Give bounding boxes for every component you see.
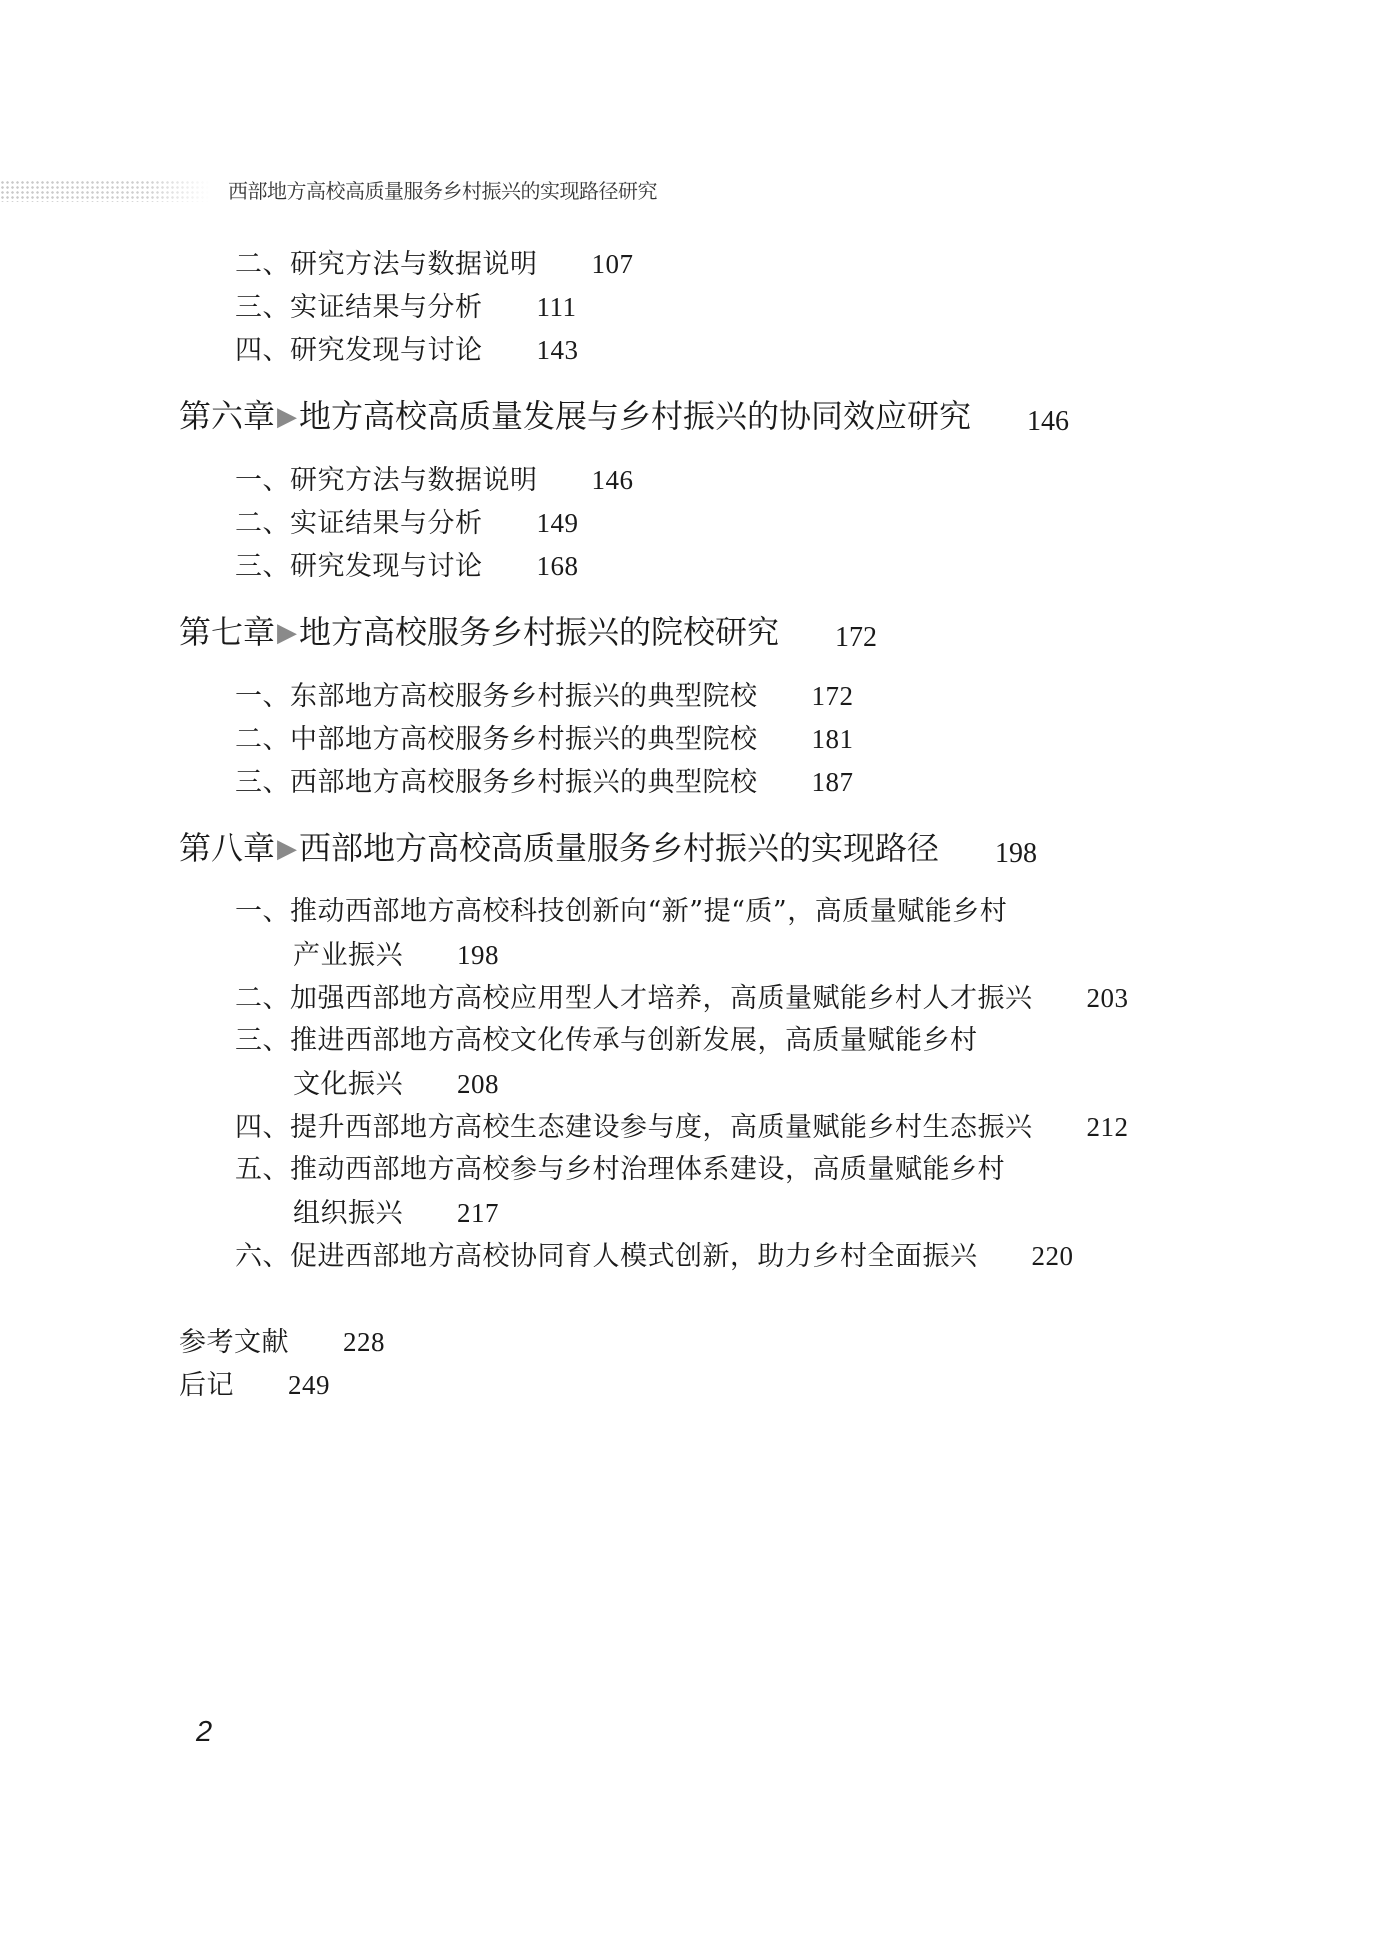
- toc-entry-text: 二、研究方法与数据说明: [235, 249, 538, 280]
- toc-entry-page: 146: [591, 465, 634, 495]
- toc-entry[interactable]: [235, 1238, 1074, 1275]
- toc-entry-page: 181: [811, 724, 854, 754]
- toc-entry-text: 三、推进西部地方高校文化传承与创新发展，高质量赋能乡村: [235, 1025, 978, 1056]
- toc-entry-text: 一、东部地方高校服务乡村振兴的典型院校: [235, 681, 758, 712]
- chapter-page: 146: [1027, 406, 1070, 437]
- toc-entry[interactable]: [235, 289, 577, 326]
- toc-entry-text: 二、加强西部地方高校应用型人才培养，高质量赋能乡村人才振兴: [235, 983, 1033, 1014]
- chapter-page: 172: [835, 622, 878, 653]
- toc-entry-text: 一、研究方法与数据说明: [235, 465, 538, 496]
- toc-entry-page: 107: [591, 249, 634, 279]
- toc-entry-page: 187: [811, 767, 854, 797]
- chapter-label: 第六章: [179, 397, 276, 435]
- running-header: [0, 176, 1385, 206]
- toc-entry-page: 149: [536, 508, 579, 538]
- toc-entry-text: 三、西部地方高校服务乡村振兴的典型院校: [235, 767, 758, 798]
- toc-entry-continuation[interactable]: [293, 937, 499, 974]
- toc-entry[interactable]: [235, 1023, 978, 1059]
- toc-entry-page: 198: [457, 940, 499, 970]
- toc-entry[interactable]: [235, 1109, 1129, 1146]
- chapter-title: 地方高校高质量发展与乡村振兴的协同效应研究: [299, 397, 972, 435]
- toc-entry-text: 后记: [179, 1370, 234, 1401]
- toc-entry[interactable]: [235, 462, 634, 499]
- chapter-page: 198: [995, 838, 1038, 869]
- toc-entry[interactable]: [235, 894, 1007, 930]
- chapter-label: 第八章: [179, 829, 276, 867]
- toc-entry[interactable]: [235, 678, 854, 715]
- toc-back-matter[interactable]: [179, 1324, 385, 1361]
- toc-entry[interactable]: [235, 721, 854, 758]
- toc-entry-text: 五、推动西部地方高校参与乡村治理体系建设，高质量赋能乡村: [235, 1154, 1005, 1185]
- toc-entry-text: 组织振兴: [293, 1198, 403, 1229]
- toc-entry-page: 208: [457, 1069, 499, 1099]
- toc-entry[interactable]: [235, 505, 579, 542]
- toc-entry-page: 228: [343, 1327, 385, 1357]
- toc-entry-page: 249: [288, 1370, 330, 1400]
- toc-back-matter[interactable]: [179, 1367, 330, 1404]
- toc-chapter-heading[interactable]: [179, 610, 877, 657]
- toc-entry-text: 四、提升西部地方高校生态建设参与度，高质量赋能乡村生态振兴: [235, 1112, 1033, 1143]
- running-header-title: 西部地方高校高质量服务乡村振兴的实现路径研究: [228, 179, 657, 203]
- page-number: 2: [196, 1716, 213, 1748]
- toc-entry-text: 三、实证结果与分析: [235, 292, 483, 323]
- chapter-arrow-icon: ▶: [277, 402, 298, 432]
- toc-chapter-heading[interactable]: [179, 394, 1069, 441]
- toc-entry-page: 203: [1086, 983, 1129, 1013]
- toc-entry-text: 文化振兴: [293, 1069, 403, 1100]
- toc-entry[interactable]: [235, 548, 579, 585]
- toc-entry-text: 四、研究发现与讨论: [235, 335, 483, 366]
- toc-entry-text: 二、实证结果与分析: [235, 508, 483, 539]
- toc-entry-page: 111: [536, 292, 577, 322]
- toc-entry-page: 168: [536, 551, 579, 581]
- header-dot-pattern: [0, 180, 210, 202]
- toc-entry-page: 172: [811, 681, 854, 711]
- chapter-arrow-icon: ▶: [277, 618, 298, 648]
- toc-entry-text: 三、研究发现与讨论: [235, 551, 483, 582]
- chapter-label: 第七章: [179, 613, 276, 651]
- toc-entry-page: 217: [457, 1198, 499, 1228]
- toc-chapter-heading[interactable]: [179, 826, 1037, 873]
- toc-entry-text: 参考文献: [179, 1327, 289, 1358]
- toc-entry-text: 产业振兴: [293, 940, 403, 971]
- toc-entry-text: 二、中部地方高校服务乡村振兴的典型院校: [235, 724, 758, 755]
- chapter-title: 地方高校服务乡村振兴的院校研究: [299, 613, 780, 651]
- chapter-arrow-icon: ▶: [277, 834, 298, 864]
- toc-entry[interactable]: [235, 764, 854, 801]
- toc-entry-text: 一、推动西部地方高校科技创新向“新”提“质”，高质量赋能乡村: [235, 896, 1008, 927]
- toc-entry-page: 220: [1031, 1241, 1074, 1271]
- toc-entry[interactable]: [235, 1152, 1005, 1188]
- toc-entry[interactable]: [235, 980, 1129, 1017]
- toc-entry[interactable]: [235, 332, 579, 369]
- toc-entry[interactable]: [235, 246, 634, 283]
- toc-entry-text: 六、促进西部地方高校协同育人模式创新，助力乡村全面振兴: [235, 1241, 978, 1272]
- chapter-title: 西部地方高校高质量服务乡村振兴的实现路径: [299, 829, 940, 867]
- toc-entry-continuation[interactable]: [293, 1066, 499, 1103]
- toc-entry-continuation[interactable]: [293, 1195, 499, 1232]
- toc-entry-page: 143: [536, 335, 579, 365]
- toc-entry-page: 212: [1086, 1112, 1129, 1142]
